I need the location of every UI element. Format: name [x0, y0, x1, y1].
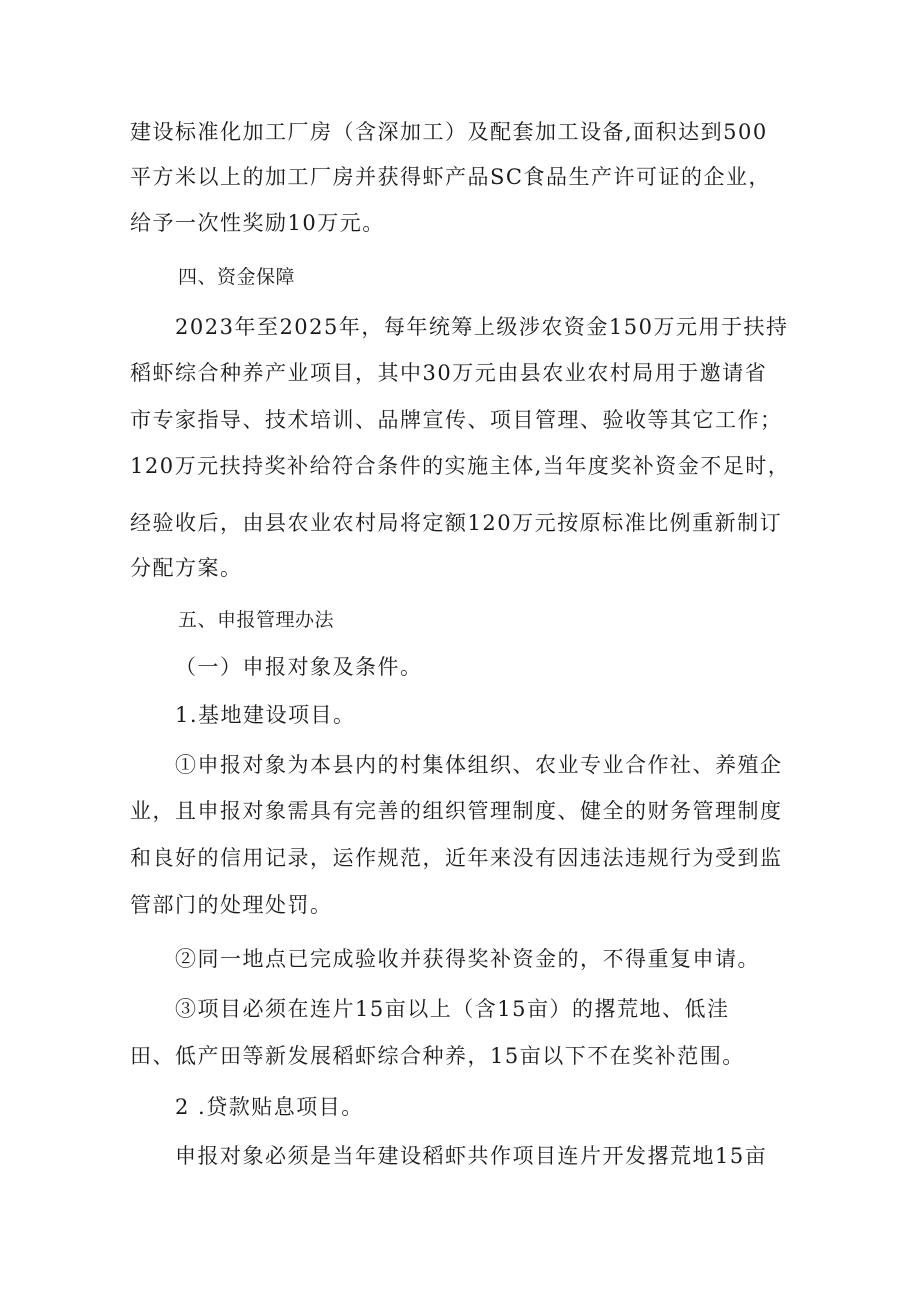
text-line: ③项目必须在连片15亩以上（含15亩）的撂荒地、低洼: [175, 997, 730, 1021]
subsection-heading: （一）申报对象及条件。: [175, 655, 423, 679]
text-line: 管部门的处理处罚。: [130, 893, 333, 917]
section-heading: 四、资金保障: [178, 266, 296, 288]
text-line: 田、低产田等新发展稻虾综合种养，15亩以下不在奖补范围。: [130, 1044, 745, 1068]
text-line: ②同一地点已完成验收并获得奖补资金的，不得重复申请。: [175, 947, 760, 971]
text-line: 分配方案。: [130, 556, 243, 580]
text-line: 2023年至2025年，每年统筹上级涉农资金150万元用于扶持: [175, 315, 789, 339]
text-line: 市专家指导、技术培训、品牌宣传、项目管理、验收等其它工作；: [130, 408, 783, 432]
text-line: 申报对象必须是当年建设稻虾共作项目连片开发撂荒地15亩: [175, 1144, 768, 1168]
text-line: ①申报对象为本县内的村集体组织、农业专业合作社、养殖企: [175, 753, 783, 777]
section-heading: 五、申报管理办法: [178, 609, 335, 631]
text-line: 平方米以上的加工厂房并获得虾产品SC食品生产许可证的企业，: [130, 165, 771, 189]
text-line: 建设标准化加工厂房（含深加工）及配套加工设备,面积达到500: [130, 120, 768, 144]
text-line: 业，且申报对象需具有完善的组织管理制度、健全的财务管理制度: [130, 799, 783, 823]
text-line: 和良好的信用记录，运作规范，近年来没有因违法违规行为受到监: [130, 846, 783, 870]
text-line: 120万元扶持奖补给符合条件的实施主体,当年度奖补资金不足时，: [130, 454, 791, 478]
text-line: 经验收后，由县农业农村局将定额120万元按原标准比例重新制订: [130, 511, 783, 535]
text-line: 稻虾综合种养产业项目，其中30万元由县农业农村局用于邀请省: [130, 361, 768, 385]
text-line: 给予一次性奖励10万元。: [130, 211, 385, 235]
item-heading: 2 .贷款贴息项目。: [175, 1095, 364, 1119]
item-heading: 1.基地建设项目。: [175, 703, 356, 727]
